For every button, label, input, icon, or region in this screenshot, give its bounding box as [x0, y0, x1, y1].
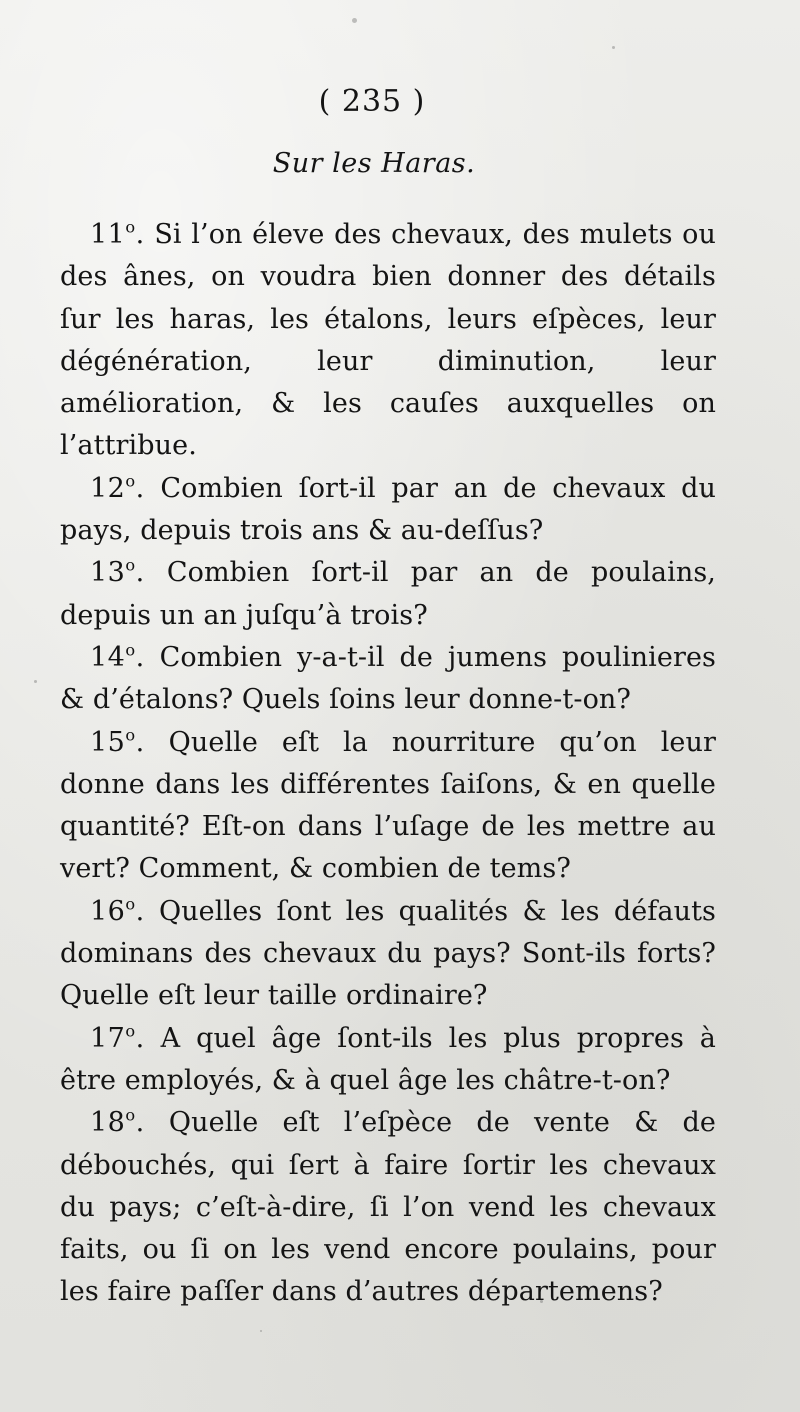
question-item-11	[60, 214, 716, 468]
question-item-18	[60, 1102, 716, 1313]
question-item-15	[60, 722, 716, 891]
item-text: Combien ſort-il par an de chevaux du pays, depuis trois ans & au-deſſus?	[60, 472, 716, 547]
item-number: 16$^o$.	[90, 894, 145, 927]
item-number: 17$^o$.	[90, 1021, 145, 1054]
question-item-13	[60, 552, 716, 637]
item-text: Quelle eſt la nourriture qu’on leur donne dans les différentes ſaiſons, & en quelle quantité? Eſt-on dans l’uſage de les mettre au vert? Comment, & combien de tems?	[60, 726, 716, 885]
item-number: 13$^o$.	[90, 555, 145, 589]
item-text: Combien y-a-t-il de jumens poulinieres & d’étalons? Quels ſoins leur donne-t-on?	[60, 641, 716, 716]
paper-speck	[612, 46, 615, 49]
page-number: ( 235 )	[318, 84, 426, 119]
item-number: 11$^o$.	[90, 217, 145, 250]
item-text: Quelle eſt l’eſpèce de vente & de débouchés, qui ſert à faire ſortir les chevaux du pays; c’eſt-à-dire, ſi l’on vend les chevaux faits, ou ſi on les vend encore poulains, pour les faire paſſer dans d’autres départemens?	[60, 1107, 716, 1308]
item-text: Quelles ſont les qualités & les défauts dominans des chevaux du pays? Sont-ils forts? Quelle eſt leur taille ordinaire?	[60, 895, 716, 1012]
question-item-12	[60, 468, 716, 553]
question-item-17	[60, 1018, 716, 1103]
item-number: 15$^o$.	[90, 725, 145, 758]
item-number: 12$^o$.	[90, 471, 145, 504]
paper-speck	[34, 680, 37, 683]
body-text	[60, 214, 716, 1314]
running-head: Sur les Haras.	[272, 148, 476, 179]
item-number: 14$^o$.	[90, 640, 145, 673]
paper-speck	[352, 18, 357, 23]
item-number: 18$^o$.	[90, 1105, 145, 1139]
paper-speck	[260, 1330, 262, 1332]
item-text: Combien ſort-il par an de poulains, depuis un an juſqu’à trois?	[60, 557, 716, 631]
question-item-14	[60, 637, 716, 722]
item-text: Si l’on éleve des chevaux, des mulets ou des ânes, on voudra bien donner des détails ſur les haras, les étalons, leurs eſpèces, leur dégénération, leur diminution, leur amélioration, & les cauſes auxquelles on l’attribue.	[60, 219, 716, 462]
item-text: A quel âge ſont-ils les plus propres à être employés, & à quel âge les châtre-t-on?	[60, 1022, 716, 1096]
question-item-16	[60, 891, 716, 1018]
